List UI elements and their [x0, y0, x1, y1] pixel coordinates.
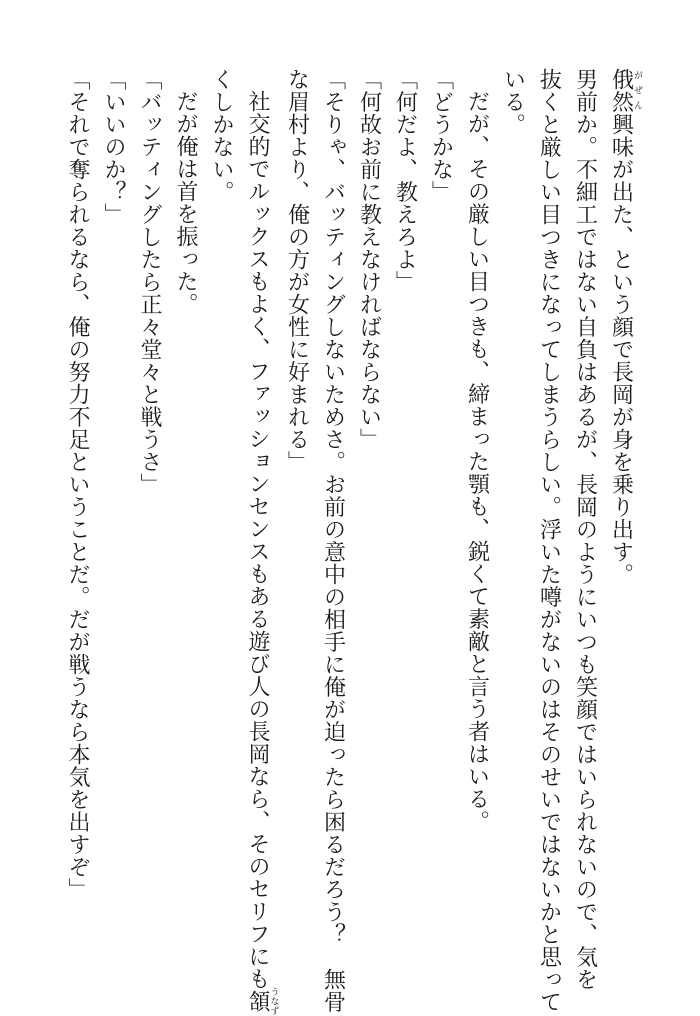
text-line-9: 「そりゃ、バッティングしないためさ。お前の意中の相手に俺が迫ったら困るだろう？ 無骨 [320, 68, 346, 1013]
text-line-3: 抜くと厳しい目つきになってしまうらしい。浮いた噂がないのはそのせいではないかと思って [536, 68, 562, 1013]
text-line-14: 「バッティングしたら正々堂々と戦うさ」 [137, 68, 162, 496]
text-line-12: くしかない。 [209, 68, 234, 203]
line-text: 興味が出た、という顔で長岡が身を乗り出す。 [608, 113, 634, 586]
text-line-13: だが俺は首を振った。 [173, 90, 198, 315]
text-line-4: いる。 [500, 68, 526, 136]
text-line-6: 「どうかな」 [428, 68, 454, 203]
ruby-base: 俄然 [608, 68, 634, 113]
text-line-15: 「いいのか？」 [101, 68, 126, 226]
ruby-unazu [245, 987, 279, 1016]
vertical-text-body [59, 68, 642, 1016]
text-line-16: 「それで奪られるなら、俺の努力不足ということだ。だが戦うなら本気を出すぞ」 [65, 68, 90, 901]
text-line-2: 男前か。不細工ではない自負はあるが、長岡のようにいつも笑顔ではいられないので、気を [572, 68, 598, 991]
text-line-5: だが、その厳しい目つきも、締まった顎も、鋭くて素敵と言う者はいる。 [464, 90, 490, 833]
ruby-reading: がぜん [632, 68, 642, 113]
text-line-1 [603, 68, 643, 948]
text-line-8: 「何故お前に教えなければならない」 [356, 68, 382, 451]
ruby-gazen [608, 68, 642, 113]
text-line-11 [239, 68, 279, 1016]
ruby-base: 頷 [245, 987, 270, 1016]
text-line-7: 「何だよ、教えろよ」 [392, 68, 418, 293]
ruby-reading: うなず [268, 987, 279, 1016]
line-text: 社交的でルックスもよく、ファッションセンスもある遊び人の長岡なら、そのセリフにも [245, 90, 270, 990]
text-line-10: な眉村より、俺の方が女性に好まれる」 [284, 68, 310, 473]
